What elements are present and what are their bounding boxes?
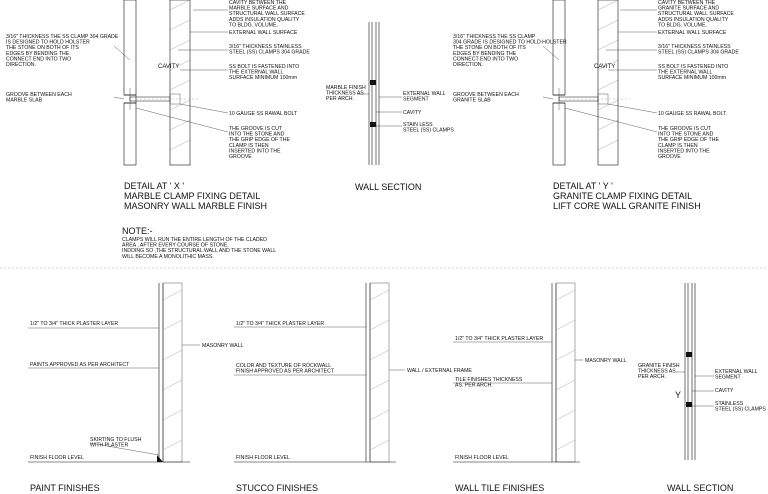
granite-finish-note: [638, 363, 680, 380]
text-line: PER ARCH.: [638, 374, 666, 381]
cavity-note-bottom: CAVITY: [715, 388, 734, 394]
text-line: THE GRIP EDGE OF THE: [658, 137, 719, 144]
detail-y-marker: Y: [675, 390, 682, 400]
text-line: INDOING SO ,THE STRUCTURAL WALL AND THE STONE WALL: [122, 248, 277, 255]
steel-clamp-note-y: [658, 44, 739, 56]
text-line: AS. PER ARCH.: [455, 382, 493, 389]
cavity-label-x: CAVITY: [158, 64, 180, 70]
cavity-note-x: [229, 0, 305, 28]
text-line: SURFACE MINIMUM 100mm: [658, 75, 727, 82]
text-line: MARBLE SURFACE AND: [229, 5, 289, 12]
cavity-note-top: CAVITY: [403, 110, 422, 116]
tile-masonry-note: MASONRY WALL: [585, 358, 627, 364]
text-line: MASONRY WALL MARBLE FINISH: [124, 201, 268, 211]
text-line: WILL BECOME A MONOLITHIC MASS.: [122, 253, 214, 260]
text-line: THE EXTERNAL WALL: [229, 69, 284, 76]
skirting-note: [90, 437, 142, 449]
stucco-plaster-note: 1/2" TO 3/4" THICK PLASTER LAYER: [236, 321, 325, 327]
clamp-mark-bottom: [370, 122, 376, 127]
wall-tile-finishes-detail: [453, 283, 627, 493]
text-line: INSERTED INTO THE: [658, 148, 710, 155]
clamp-note-x: [6, 34, 119, 68]
groove-between-note-x: [6, 92, 72, 104]
rawal-bolt-note-x: 10 GAUGE SS RAWAL BOLT: [229, 111, 298, 117]
text-line: CLAMP IS THEN: [229, 142, 269, 149]
text-line: THE GROOVE IS CUT: [229, 126, 283, 132]
paints-approved-note: PAINTS APPROVED AS PER ARCHITECT: [30, 362, 130, 368]
ss-clamps-note-top: [403, 122, 454, 134]
wall-section-bottom: [638, 283, 766, 493]
text-line: SS BOLT IS FASTENED INTO: [229, 64, 300, 70]
text-line: STAIN LESS: [403, 122, 433, 128]
text-line: EDGES BY BENDING THE: [6, 50, 70, 57]
text-line: GROOVE BETWEEN EACH: [6, 92, 72, 98]
stucco-color-note: [236, 363, 335, 375]
groove-cut-note-y: [658, 126, 719, 160]
wall-section-top: [326, 22, 454, 192]
bolt-note-x: [229, 64, 299, 81]
paint-finishes-title: PAINT FINISHES: [30, 483, 100, 493]
steel-clamp-note-x: [229, 44, 310, 56]
granite-clamp-mark-2: [686, 402, 692, 407]
marble-slab-upper: [124, 0, 136, 95]
text-line: EXTERNAL WALL: [403, 91, 446, 97]
text-line: GRANITE FINISH: [638, 363, 680, 369]
clamp-mark-top: [370, 80, 376, 85]
skirting-mark: [157, 455, 163, 462]
text-line: CAVITY BETWEEN THE: [658, 0, 716, 6]
text-line: STAINLESS: [715, 401, 744, 407]
text-line: GRANITE CLAMP FIXING DETAIL: [553, 191, 693, 201]
rawal-bolt-x: [170, 94, 180, 104]
general-note: [122, 226, 276, 260]
text-line: FINISH APPROVED AS PER ARCHITECT: [236, 368, 335, 375]
paint-plaster-note: 1/2" TO 3/4" THICK PLASTER LAYER: [30, 321, 119, 327]
text-line: GROOVE: [658, 154, 681, 160]
text-line: DETAIL AT ' Y ': [553, 181, 613, 191]
text-line: CONNECT END INTO TWO: [6, 56, 72, 63]
cavity-note-y: [658, 0, 734, 28]
groove-cut-note-x: [229, 126, 290, 160]
text-line: INTO THE STONE AND: [658, 131, 714, 138]
text-line: THICKNESS AS: [638, 368, 676, 375]
text-line: DETAIL AT ' X ': [124, 181, 185, 191]
text-line: 304 GRADE IS DESIGNED TO HOLD HOLSTER: [453, 39, 567, 46]
groove-between-note-y: [453, 92, 519, 104]
wall-section-bottom-title: WALL SECTION: [667, 483, 734, 493]
text-line: GROOVE BETWEEN EACH: [453, 92, 519, 98]
text-line: STEEL (SS) CLAMPS 304 GRADE: [658, 49, 739, 56]
text-line: INTO THE STONE AND: [229, 131, 285, 138]
stucco-finishes-detail: [234, 283, 472, 493]
text-line: PER ARCH.: [326, 96, 354, 103]
bolt-note-y: [658, 64, 728, 81]
text-line: THE GRIP EDGE OF THE: [229, 137, 290, 144]
wall-section-top-title: WALL SECTION: [355, 182, 422, 192]
text-line: LIFT CORE WALL GRANITE FINISH: [553, 201, 701, 211]
text-line: GRANITE SURFACE AND: [658, 5, 720, 12]
text-line: 3/16" THICKNESS THE SS CLAMP: [453, 34, 536, 40]
stucco-floor-note: FINISH FLOOR LEVEL: [236, 455, 290, 461]
clamp-note-y: [453, 34, 567, 68]
external-segment-note-bottom: [715, 369, 758, 381]
rawal-bolt-note-y: 10 GAUGE SS RAWAL BOLT: [658, 111, 727, 117]
text-line: COLOR AND TEXTURE OF ROCKWALL: [236, 363, 332, 369]
stucco-wall-note: WALL / EXTERNAL FRAME: [407, 368, 472, 374]
text-line: DIRECTION.: [6, 62, 36, 68]
text-line: STRUCTURAL WALL SURFACE: [229, 11, 305, 18]
tile-plaster-note: 1/2" TO 3/4" THICK PLASTER LAYER: [455, 336, 544, 342]
text-line: 3/16" THICKNESS STAINLESS: [229, 44, 302, 50]
text-line: THE GROOVE IS CUT: [658, 126, 712, 132]
text-line: ADDS INSULATION QUALITY: [658, 16, 729, 23]
text-line: GROOVE: [229, 154, 252, 160]
granite-slab-upper: [553, 0, 565, 95]
text-line: CLAMP IS THEN: [658, 142, 698, 149]
text-line: SKIRTING TO FLUSH: [90, 437, 142, 443]
text-line: STEEL (SS) CLAMPS: [403, 127, 454, 134]
text-line: MARBLE FINISH: [326, 85, 366, 91]
text-line: TO BLDG. VOLUME.: [658, 22, 707, 29]
wall-tile-finishes-title: WALL TILE FINISHES: [455, 483, 545, 493]
text-line: EDGES BY BENDING THE: [453, 50, 517, 57]
note-body: [122, 237, 276, 260]
tile-thickness-note: [455, 377, 523, 389]
cavity-label-y: CAVITY: [594, 64, 616, 70]
marble-slab-lower: [124, 103, 136, 165]
text-line: MARBLE CLAMP FIXING DETAIL: [124, 191, 261, 201]
external-wall-note-x: EXTERNAL WALL SURFACE: [229, 30, 298, 36]
text-line: STEEL (SS) CLAMPS: [715, 406, 766, 413]
text-line: TILE FINISHES THICKNESS: [455, 377, 523, 383]
detail-x: [6, 0, 310, 211]
text-line: 3/16" THICKNESS STAINLESS: [658, 44, 731, 50]
external-segment-note-top: [403, 91, 446, 103]
text-line: CLAMPS WILL RUN THE ENTIRE LENGTH OF THE CLADED: [122, 237, 267, 243]
note-title: NOTE:-: [122, 226, 153, 236]
ss-clamps-note-bottom: [715, 401, 766, 413]
text-line: 3/16" THICKNESS THE SS CLAMP 304 GRADE: [6, 34, 119, 40]
tile-floor-note: FINISH FLOOR LEVEL: [455, 455, 509, 461]
text-line: THE STONE ON BOTH OF ITS: [6, 45, 79, 52]
external-wall-note-y: EXTERNAL WALL SURFACE: [658, 30, 727, 36]
detail-y: [453, 0, 739, 211]
text-line: DIRECTION.: [453, 62, 483, 68]
text-line: SEGMENT: [403, 96, 429, 103]
stucco-finishes-title: STUCCO FINISHES: [236, 483, 319, 493]
text-line: INSERTED INTO THE: [229, 148, 281, 155]
text-line: IS DESIGNED TO HOLD HOLSTER: [6, 39, 90, 46]
text-line: GRANITE SLAB: [453, 97, 491, 104]
text-line: WITH PLASTER: [90, 442, 129, 449]
paint-masonry-note: MASONRY WALL: [202, 343, 244, 349]
text-line: AREA , AFTER EVERY COURSE OF STONE.: [122, 242, 229, 249]
granite-slab-lower: [553, 103, 565, 165]
text-line: TO BLDG. VOLUME.: [229, 22, 278, 29]
text-line: CAVITY BETWEEN THE: [229, 0, 287, 6]
text-line: MARBLE SLAB: [6, 97, 43, 104]
marble-finish-note: [326, 85, 366, 102]
text-line: STRUCTURAL WALL SURFACE: [658, 11, 734, 18]
text-line: SS BOLT IS FASTENED INTO: [658, 64, 729, 70]
text-line: ADDS INSULATION QUALITY: [229, 16, 300, 23]
detail-x-title: [124, 181, 267, 211]
text-line: EXTERNAL WALL: [715, 369, 758, 375]
text-line: STEEL (SS) CLAMPS 304 GRADE: [229, 49, 310, 56]
text-line: SURFACE MINIMUM 100mm: [229, 75, 298, 82]
granite-clamp-mark-1: [686, 352, 692, 357]
text-line: THICKNESS AS: [326, 90, 364, 97]
text-line: CONNECT END INTO TWO: [453, 56, 519, 63]
text-line: THE EXTERNAL WALL: [658, 69, 713, 76]
paint-finishes-detail: [28, 283, 244, 493]
text-line: THE STONE ON BOTH OF ITS: [453, 45, 526, 52]
paint-floor-note: FINISH FLOOR LEVEL: [30, 455, 84, 461]
text-line: SEGMENT: [715, 374, 741, 381]
detail-y-title: [553, 181, 701, 211]
lift-core-wall-y: [598, 0, 618, 165]
structural-wall-x: [170, 0, 190, 165]
